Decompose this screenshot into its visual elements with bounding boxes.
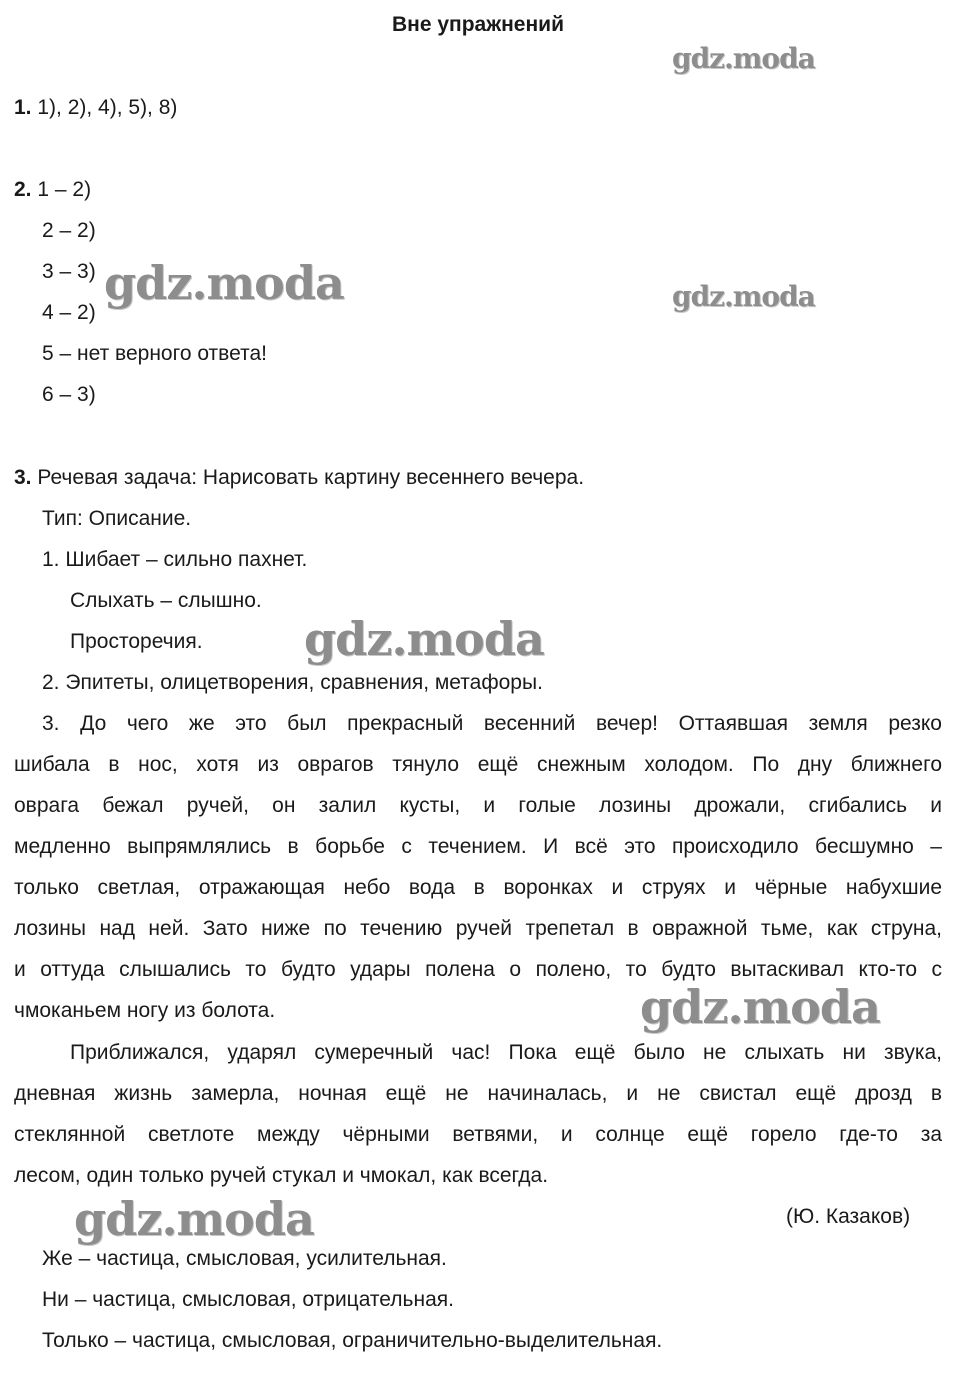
- text-line: Приближался, ударял сумеречный час! Пока ещё было не слыхать ни звука,: [70, 1041, 942, 1064]
- task-number: 3.: [14, 466, 32, 489]
- text-line: только светлая, отражающая небо вода в воронках и струях и чёрные набухшие: [14, 876, 942, 899]
- text-line: шибала в нос, хотя из оврагов тянуло ещё снежным холодом. По дну ближнего: [14, 753, 942, 776]
- task-3: [14, 465, 584, 491]
- watermark: gdz.moda: [672, 42, 815, 75]
- watermark: gdz.moda: [74, 1192, 314, 1246]
- text-line: медленно выпрямлялись в борьбе с течением. И всё это происходило бесшумно –: [14, 835, 942, 858]
- task-number: 1.: [14, 96, 32, 119]
- task-number: 2.: [14, 178, 32, 201]
- subtask-1-line: Слыхать – слышно.: [70, 589, 262, 612]
- text-line: чмоканьем ногу из болота.: [14, 999, 276, 1022]
- text-line: дневная жизнь замерла, ночная ещё не начиналась, и не свистал ещё дрозд в: [14, 1082, 942, 1105]
- subtask-2: 2. Эпитеты, олицетворения, сравнения, метафоры.: [42, 671, 543, 694]
- watermark: gdz.moda: [304, 612, 544, 666]
- subtask-1: 1. Шибает – сильно пахнет.: [42, 548, 308, 571]
- task-2-item: 4 – 2): [42, 301, 96, 324]
- note-line: Только – частица, смысловая, ограничительно-выделительная.: [42, 1329, 663, 1352]
- task-2: [14, 177, 91, 203]
- task-1: [14, 95, 177, 121]
- task-2-item: 1 – 2): [37, 178, 92, 201]
- text-line: 3. До чего же это был прекрасный весенний вечер! Оттаявшая земля резко: [42, 712, 942, 735]
- watermark: gdz.moda: [640, 980, 880, 1034]
- task-2-item: 3 – 3): [42, 260, 96, 283]
- text-line: лозины над ней. Зато ниже по течению ручей трепетал в овражной тьме, как струна,: [14, 917, 942, 940]
- author: (Ю. Казаков): [786, 1205, 911, 1228]
- watermark: gdz.moda: [672, 280, 815, 313]
- note-line: Ни – частица, смысловая, отрицательная.: [42, 1288, 454, 1311]
- subtask-1-line: Просторечия.: [70, 630, 203, 653]
- text-line: стеклянной светлоте между чёрными ветвями, и солнце ещё горело где-то за: [14, 1123, 942, 1146]
- task-2-item: 2 – 2): [42, 219, 96, 242]
- watermark: gdz.moda: [104, 256, 344, 310]
- task-2-item: 5 – нет верного ответа!: [42, 342, 267, 365]
- task-1-answer: 1), 2), 4), 5), 8): [37, 96, 178, 119]
- text-line: и оттуда слышались то будто удары полена о полено, то будто вытаскивал кто-то с: [14, 958, 942, 981]
- note-line: Же – частица, смысловая, усилительная.: [42, 1247, 447, 1270]
- task-2-item: 6 – 3): [42, 383, 96, 406]
- text-line: лесом, один только ручей стукал и чмокал, как всегда.: [14, 1164, 549, 1187]
- page-title: Вне упражнений: [392, 13, 564, 36]
- text-type: Тип: Описание.: [42, 507, 192, 530]
- text-line: оврага бежал ручей, он залил кусты, и голые лозины дрожали, сгибались и: [14, 794, 942, 817]
- speech-task: Речевая задача: Нарисовать картину весеннего вечера.: [37, 466, 585, 489]
